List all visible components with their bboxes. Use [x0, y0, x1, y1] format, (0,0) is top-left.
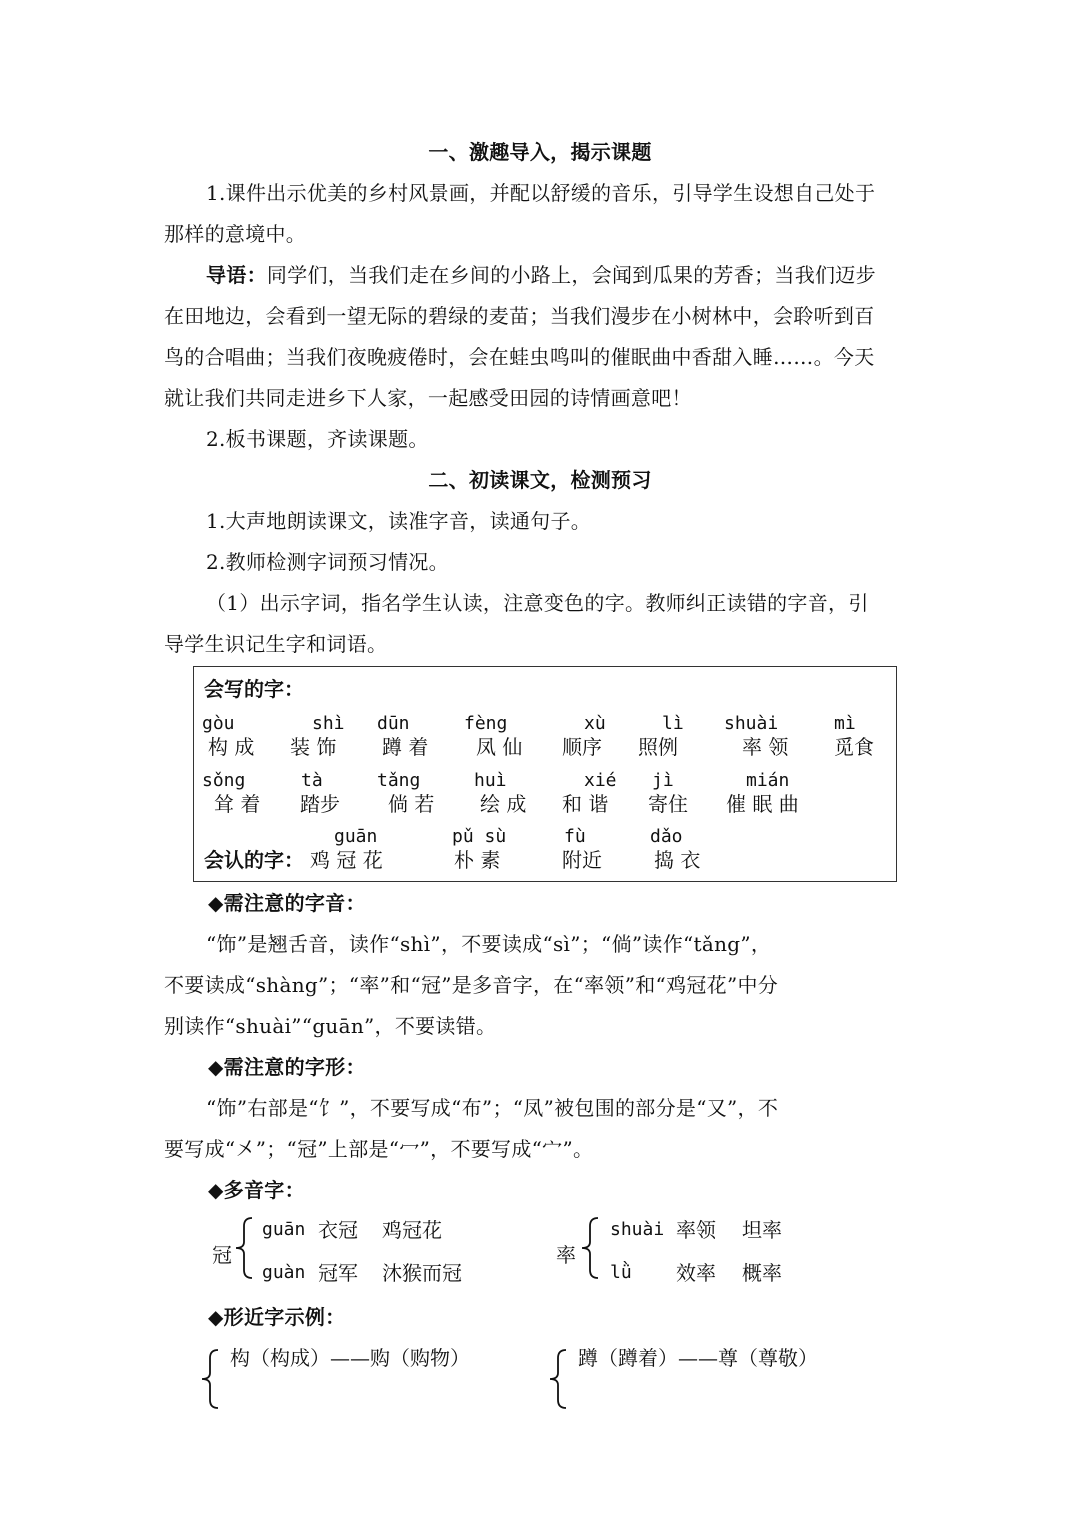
lv2-word2: 概率 [742, 1261, 782, 1285]
section1-intro-line3: 鸟的合唱曲；当我们夜晚疲倦时，会在蛙虫鸣叫的催眠曲中香甜入睡……。今天 [164, 345, 875, 369]
row1-word-1: 装 饰 [290, 735, 337, 759]
row2-word-4: 和 谐 [562, 792, 609, 816]
row1-pinyin-0: gòu [202, 713, 235, 734]
brace-icon [546, 1346, 572, 1412]
row2-word-2: 倘 若 [388, 792, 435, 816]
row1-pinyin-1: shì [312, 713, 345, 734]
row2-word-6: 催 眠 曲 [726, 792, 799, 816]
section1-intro-line2: 在田地边，会看到一望无际的碧绿的麦苗；当我们漫步在小树林中，会聆听到百 [164, 304, 875, 328]
row2-pinyin-5: jì [652, 770, 674, 791]
section2-p1: 1.大声地朗读课文，读准字音，读通句子。 [206, 509, 592, 533]
row3-pinyin-1: pǔ sù [452, 826, 507, 847]
brace-icon [198, 1346, 224, 1412]
section1-p1-line2: 那样的意境中。 [164, 222, 307, 246]
lv1-word1: 率领 [676, 1218, 716, 1242]
pronunciation-line2: 不要读成“shàng”；“率”和“冠”是多音字，在“率领”和“鸡冠花”中分 [164, 973, 779, 997]
row3-pinyin-2: fù [564, 826, 586, 847]
guan2-word1: 冠军 [318, 1261, 358, 1285]
intro-label: 导语： [206, 263, 267, 287]
section1-p3: 2.板书课题，齐读课题。 [206, 427, 429, 451]
brace-icon [578, 1214, 604, 1282]
row1-pinyin-7: mì [834, 713, 856, 734]
brace-icon [232, 1214, 258, 1282]
section1-heading: 一、激趣导入，揭示课题 [428, 140, 652, 164]
row1-pinyin-4: xù [584, 713, 606, 734]
row3-word-0: 鸡 冠 花 [310, 848, 383, 872]
section2-p2: 2.教师检测字词预习情况。 [206, 550, 449, 574]
row3-pinyin-0: guān [334, 826, 378, 847]
similar-example-2: 蹲（蹲着）——尊（尊敬） [578, 1346, 818, 1370]
row3-word-1: 朴 素 [454, 848, 501, 872]
row1-pinyin-3: fèng [464, 713, 508, 734]
pronunciation-line1: “饰”是翘舌音，读作“shì”，不要读成“sì”；“倘”读作“tǎng”， [206, 932, 772, 956]
row3-word-2: 附近 [562, 848, 602, 872]
guan1-word1: 衣冠 [318, 1218, 358, 1242]
vocab-box [193, 666, 897, 882]
pronunciation-title: ◆需注意的字音： [208, 891, 366, 915]
section1-intro-line1 [206, 261, 916, 289]
row1-word-7: 觅食 [834, 735, 874, 759]
guan1-word2: 鸡冠花 [382, 1218, 442, 1242]
row3-pinyin-3: dǎo [650, 826, 683, 847]
similar-example-1: 构（构成）——购（购物） [230, 1346, 470, 1370]
lv2-word1: 效率 [676, 1261, 716, 1285]
similar-title: ◆形近字示例： [208, 1305, 346, 1329]
row1-word-6: 率 领 [742, 735, 789, 759]
guan2-pinyin: guàn [262, 1262, 306, 1283]
row1-word-5: 照例 [638, 735, 678, 759]
pronunciation-line3: 别读作“shuài”“guān”，不要读错。 [164, 1014, 497, 1038]
row2-word-1: 踏步 [300, 792, 340, 816]
row2-pinyin-2: tǎng [377, 770, 421, 791]
row1-pinyin-5: lì [662, 713, 684, 734]
guan2-word2: 沐猴而冠 [382, 1261, 462, 1285]
section1-intro-line4: 就让我们共同走进乡下人家，一起感受田园的诗情画意吧！ [164, 386, 692, 410]
row2-pinyin-4: xié [584, 770, 617, 791]
row2-pinyin-0: sǒng [202, 770, 246, 791]
row1-pinyin-2: dūn [377, 713, 410, 734]
row2-word-0: 耸 着 [214, 792, 261, 816]
lv1-word2: 坦率 [742, 1218, 782, 1242]
row1-word-0: 构 成 [208, 735, 255, 759]
polyphone-title: ◆多音字： [208, 1178, 305, 1202]
lv1-pinyin: shuài [610, 1219, 665, 1240]
lv2-pinyin: lǜ [610, 1262, 632, 1283]
polyphone-char-lv: 率 [556, 1243, 576, 1267]
row1-word-2: 蹲 着 [382, 735, 429, 759]
row2-pinyin-6: mián [746, 770, 790, 791]
row1-pinyin-6: shuài [724, 713, 779, 734]
shape-line1: “饰”右部是“饣”，不要写成“布”；“凤”被包围的部分是“又”，不 [206, 1096, 779, 1120]
intro-text: 同学们，当我们走在乡间的小路上，会闻到瓜果的芳香；当我们迈步 [266, 263, 876, 287]
row1-word-3: 凤 仙 [476, 735, 523, 759]
shape-line2: 要写成“㐅”；“冠”上部是“冖”，不要写成“宀”。 [164, 1137, 594, 1161]
row2-word-5: 寄住 [648, 792, 688, 816]
row2-pinyin-3: huì [474, 770, 507, 791]
row2-word-3: 绘 成 [480, 792, 527, 816]
section2-p3-line1: （1）出示字词，指名学生认读，注意变色的字。教师纠正读错的字音，引 [206, 591, 869, 615]
section1-p1-line1: 1.课件出示优美的乡村风景画，并配以舒缓的音乐，引导学生设想自己处于 [206, 181, 876, 205]
section2-heading: 二、初读课文，检测预习 [428, 468, 652, 492]
row3-word-3: 捣 衣 [654, 848, 701, 872]
read-words-title: 会认的字： [204, 848, 304, 872]
guan1-pinyin: guān [262, 1219, 306, 1240]
row1-word-4: 顺序 [562, 735, 602, 759]
polyphone-char-guan: 冠 [212, 1243, 232, 1267]
row2-pinyin-1: tà [301, 770, 323, 791]
section2-p3-line2: 导学生识记生字和词语。 [164, 632, 388, 656]
shape-title: ◆需注意的字形： [208, 1055, 366, 1079]
write-words-title: 会写的字： [204, 677, 304, 701]
